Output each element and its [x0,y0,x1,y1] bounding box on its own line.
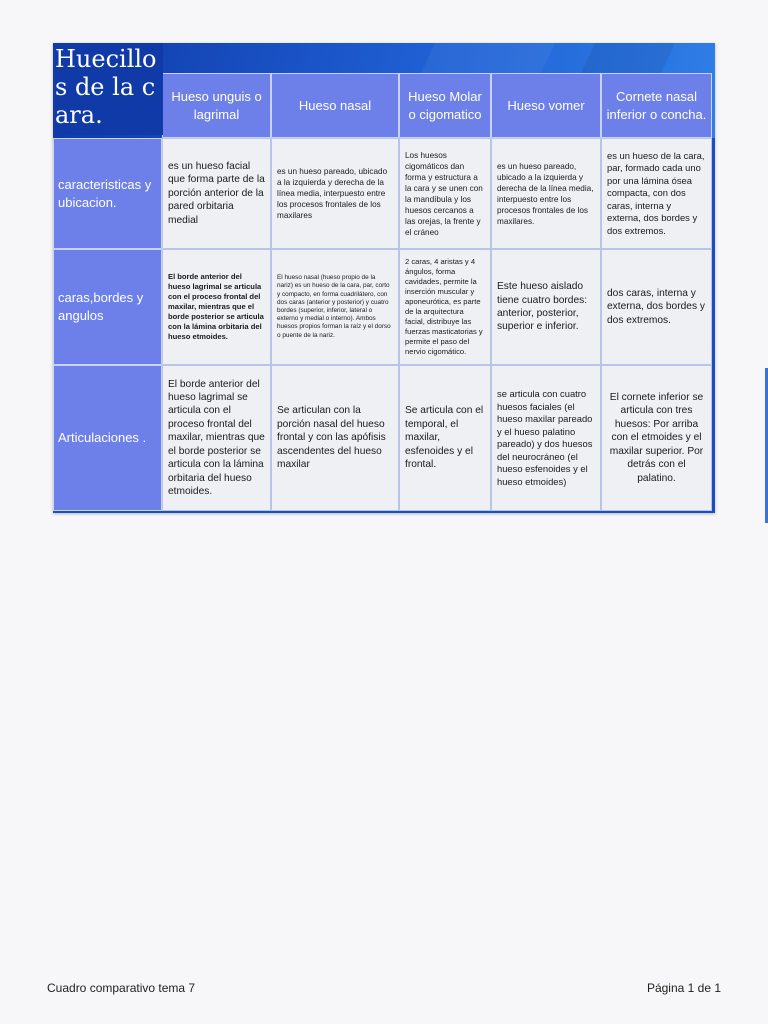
cell-text: se articula con cuatro huesos faciales (el hueso maxilar pareado y el hueso palatino pareado) y dos huesos del neurocráneo (el hueso esfenoides y el hueso etmoides) [497,388,593,487]
table-cell [162,365,271,511]
cell-text: 2 caras, 4 aristas y 4 ángulos, forma cavidades, permite la inserción muscular y aponeurótica, es parte de la arquitectura facial, distribuye las fuerzas masticatorias y permite el paso del nervio cigomático. [405,257,483,356]
footer-document-title: Cuadro comparativo tema 7 [47,981,196,995]
cell-text: es un hueso de la cara, par, formado cada uno por una lámina ósea compacta, con dos caras, interna y externa, dos bordes y dos extremos. [607,149,705,236]
cell-text: El cornete inferior se articula con tres huesos: Por arriba con el etmoides y el maxilar superior. Por detrás con el palatino. [609,392,704,484]
row-label: Articulaciones . [53,365,162,511]
comparison-table [53,43,715,513]
cell-text: dos caras, interna y externa, dos bordes y dos extremos. [607,287,705,326]
table-cell [271,138,399,249]
row-label: caracteristicas y ubicacion. [53,138,162,249]
cell-text: El borde anterior del hueso lagrimal se articula con el proceso frontal del maxilar, mientras que el borde posterior se articula con la lámina orbitaria del hueso etmoides. [168,272,264,341]
table-cell [399,138,491,249]
footer-page-number: Página 1 de 1 [646,981,721,995]
cell-text: es un hueso facial que forma parte de la porción anterior de la pared orbitaria medial [168,160,265,226]
table-cell [491,365,601,511]
table-cell [399,365,491,511]
cell-text: es un hueso pareado, ubicado a la izquierda y derecha de la línea media, interpuesto entre los procesos frontales de los maxilares. [497,161,594,226]
row-label: caras,bordes y angulos [53,249,162,365]
table-cell [162,138,271,249]
table-cell [601,138,712,249]
cell-text: Se articulan con la porción nasal del hueso frontal y con las apófisis ascendentes del hueso maxilar [277,405,386,471]
table-cell [271,249,399,365]
cell-text: El hueso nasal (hueso propio de la nariz) es un hueso de la cara, par, corto y compacto, en forma cuadrilátero, con dos caras (anterior y posterior) y cuatro bordes (superior, inferior, lateral o externo y medial o interno). Ambos huesos propios forman la raíz y el dorso o puente de la nariz. [277,274,391,339]
cell-text: Se articula con el temporal, el maxilar, esfenoides y el frontal. [405,405,484,471]
table-cell [601,365,712,511]
page-title: Huecillos de la cara. [53,43,163,135]
table-cell [162,249,271,365]
cell-text: es un hueso pareado, ubicado a la izquierda y derecha de la línea media, interpuesto entre los procesos frontales de los maxilares [277,167,388,220]
cell-text: El borde anterior del hueso lagrimal se articula con el proceso frontal del maxilar, mientras que el borde posterior se articula con la lámina orbitaria del hueso etmoides. [168,378,265,497]
column-header: Cornete nasal inferior o concha. [601,73,712,138]
column-header: Hueso unguis o lagrimal [162,73,271,138]
column-header: Hueso Molar o cigomatico [399,73,491,138]
cell-text: Los huesos cigomáticos dan forma y estructura a la cara y se unen con la mandíbula y los huesos cercanos a las orejas, la frente y el cráneo [405,150,483,237]
column-header: Hueso nasal [271,73,399,138]
table-cell [271,365,399,511]
table-cell [491,138,601,249]
table-cell [399,249,491,365]
cell-text: Este hueso aislado tiene cuatro bordes: anterior, posterior, superior e inferior. [497,281,588,333]
table-cell [491,249,601,365]
column-header: Hueso vomer [491,73,601,138]
table-cell [601,249,712,365]
